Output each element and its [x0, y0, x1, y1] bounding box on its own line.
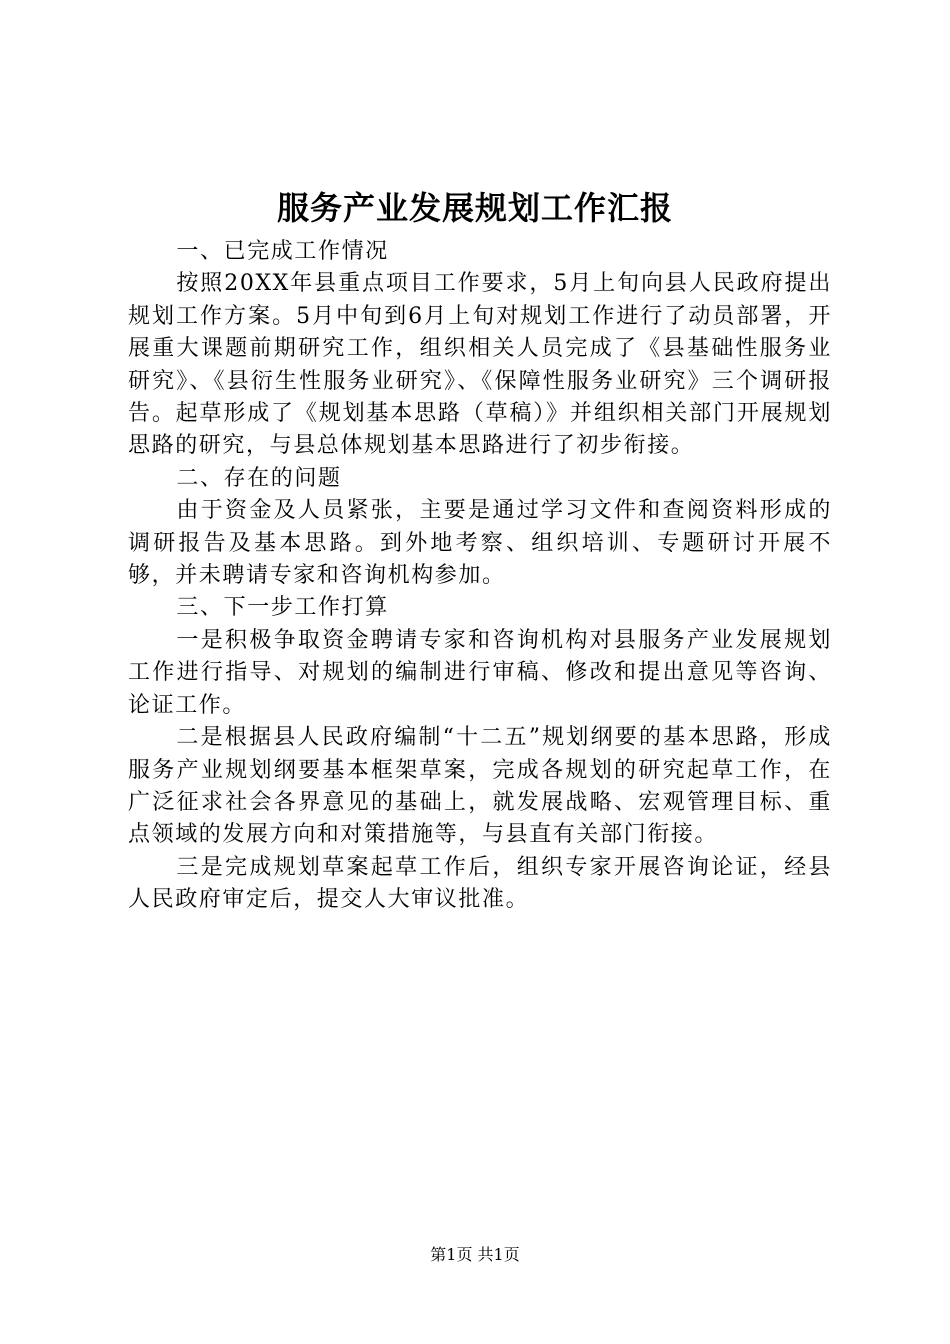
paragraph-completed-work: 按照20XX年县重点项目工作要求，5月上旬向县人民政府提出规划工作方案。5月中旬到6月上旬对规划工作进行了动员部署，开展重大课题前期研究工作，组织相关人员完成了《县基础性服务业研究》、《县衍生性服务业研究》、《保障性服务业研究》三个调研报告。起草形成了《规划基本思路（草稿）》并组织相关部门开展规划思路的研究，与县总体规划基本思路进行了初步衔接。: [128, 271, 832, 459]
section-heading-problems: 二、存在的问题: [176, 465, 342, 491]
paragraph-problems: 由于资金及人员紧张，主要是通过学习文件和查阅资料形成的调研报告及基本思路。到外地考察、组织培训、专题研讨开展不够，并未聘请专家和咨询机构参加。: [128, 498, 832, 589]
document-body: [128, 236, 832, 917]
section-heading-completed: 一、已完成工作情况: [176, 239, 389, 264]
paragraph-next-step-1: 一是积极争取资金聘请专家和咨询机构对县服务产业发展规划工作进行指导、对规划的编制进行审稿、修改和提出意见等咨询、论证工作。: [128, 627, 832, 718]
paragraph-next-step-3: 三是完成规划草案起草工作后，组织专家开展咨询论证，经县人民政府审定后，提交人大审议批准。: [128, 854, 832, 913]
section-heading-next-steps: 三、下一步工作打算: [176, 595, 389, 621]
document-title: 服务产业发展规划工作汇报: [276, 189, 673, 227]
paragraph-next-step-2: 二是根据县人民政府编制“十二五”规划纲要的基本思路，形成服务产业规划纲要基本框架草案，完成各规划的研究起草工作，在广泛征求社会各界意见的基础上，就发展战略、宏观管理目标、重点领域的发展方向和对策措施等，与县直有关部门衔接。: [128, 725, 832, 848]
page-number-footer: 第1页 共1页: [430, 1245, 520, 1264]
